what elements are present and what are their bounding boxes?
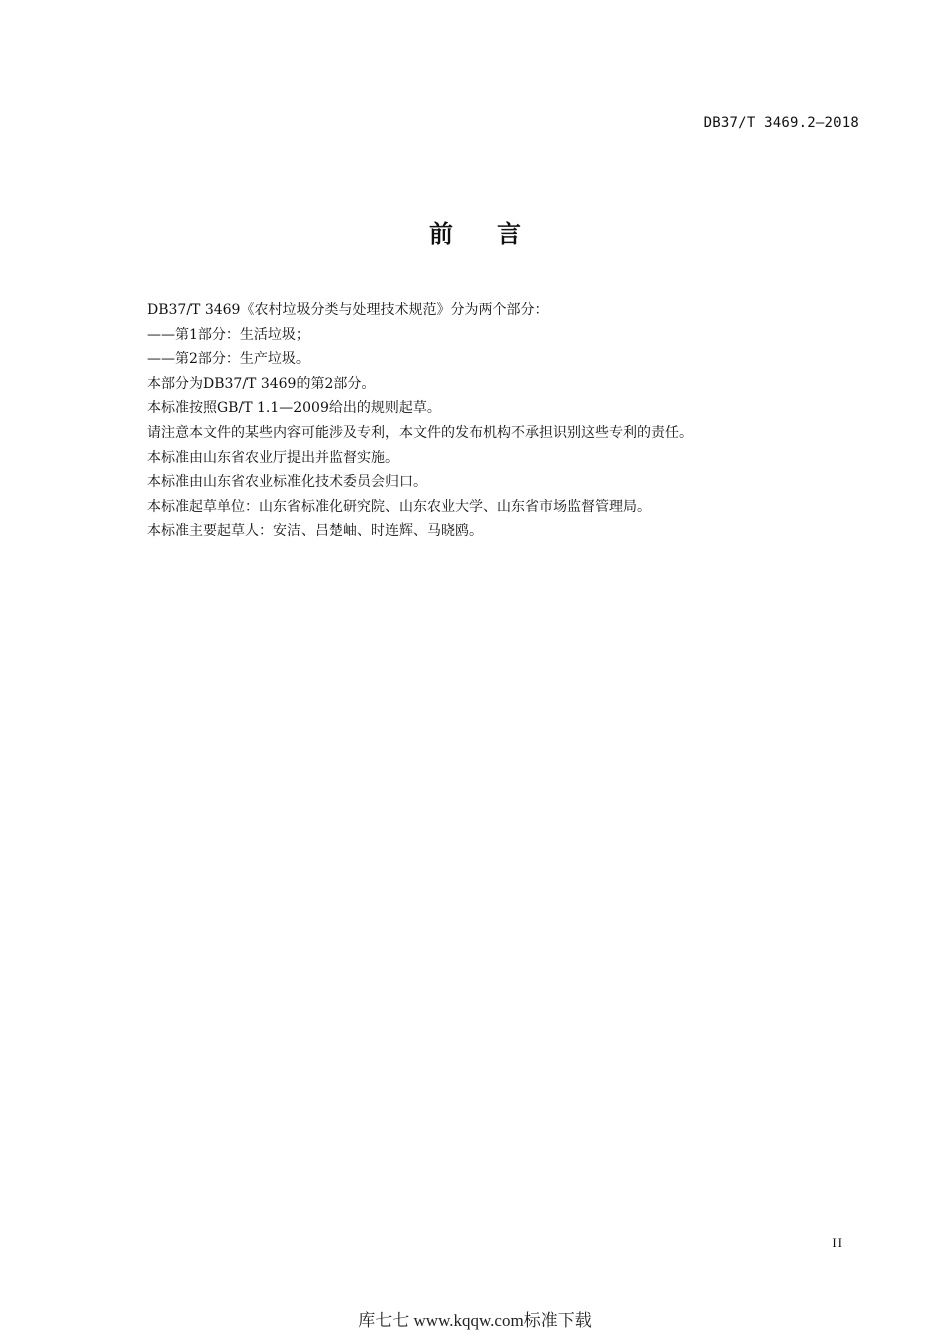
paragraph-drafters: 本标准主要起草人：安洁、吕楚岫、时连辉、马晓鸥。 xyxy=(147,523,483,540)
foreword-body xyxy=(147,298,827,544)
page-number: II xyxy=(832,1235,843,1250)
document-code: DB37/T 3469.2—2018 xyxy=(703,115,859,131)
paragraph-part-2: ——第2部分：生产垃圾。 xyxy=(147,351,310,368)
paragraph-drafting-units: 本标准起草单位：山东省标准化研究院、山东农业大学、山东省市场监督管理局。 xyxy=(147,498,651,515)
paragraph-drafting-rules: 本标准按照GB/T 1.1—2009给出的规则起草。 xyxy=(147,400,441,417)
paragraph-part-1: ——第1部分：生活垃圾； xyxy=(147,326,310,343)
footer-watermark: 库七七 www.kqqw.com标准下载 xyxy=(358,1311,592,1330)
paragraph-patent-notice: 请注意本文件的某些内容可能涉及专利，本文件的发布机构不承担识别这些专利的责任。 xyxy=(147,424,693,441)
paragraph-this-part: 本部分为DB37/T 3469的第2部分。 xyxy=(147,375,376,392)
paragraph-committee: 本标准由山东省农业标准化技术委员会归口。 xyxy=(147,474,427,491)
paragraph-parts-intro: DB37/T 3469《农村垃圾分类与处理技术规范》分为两个部分： xyxy=(147,302,549,318)
paragraph-proposer: 本标准由山东省农业厅提出并监督实施。 xyxy=(147,449,399,466)
page-title: 前言 xyxy=(429,220,565,248)
